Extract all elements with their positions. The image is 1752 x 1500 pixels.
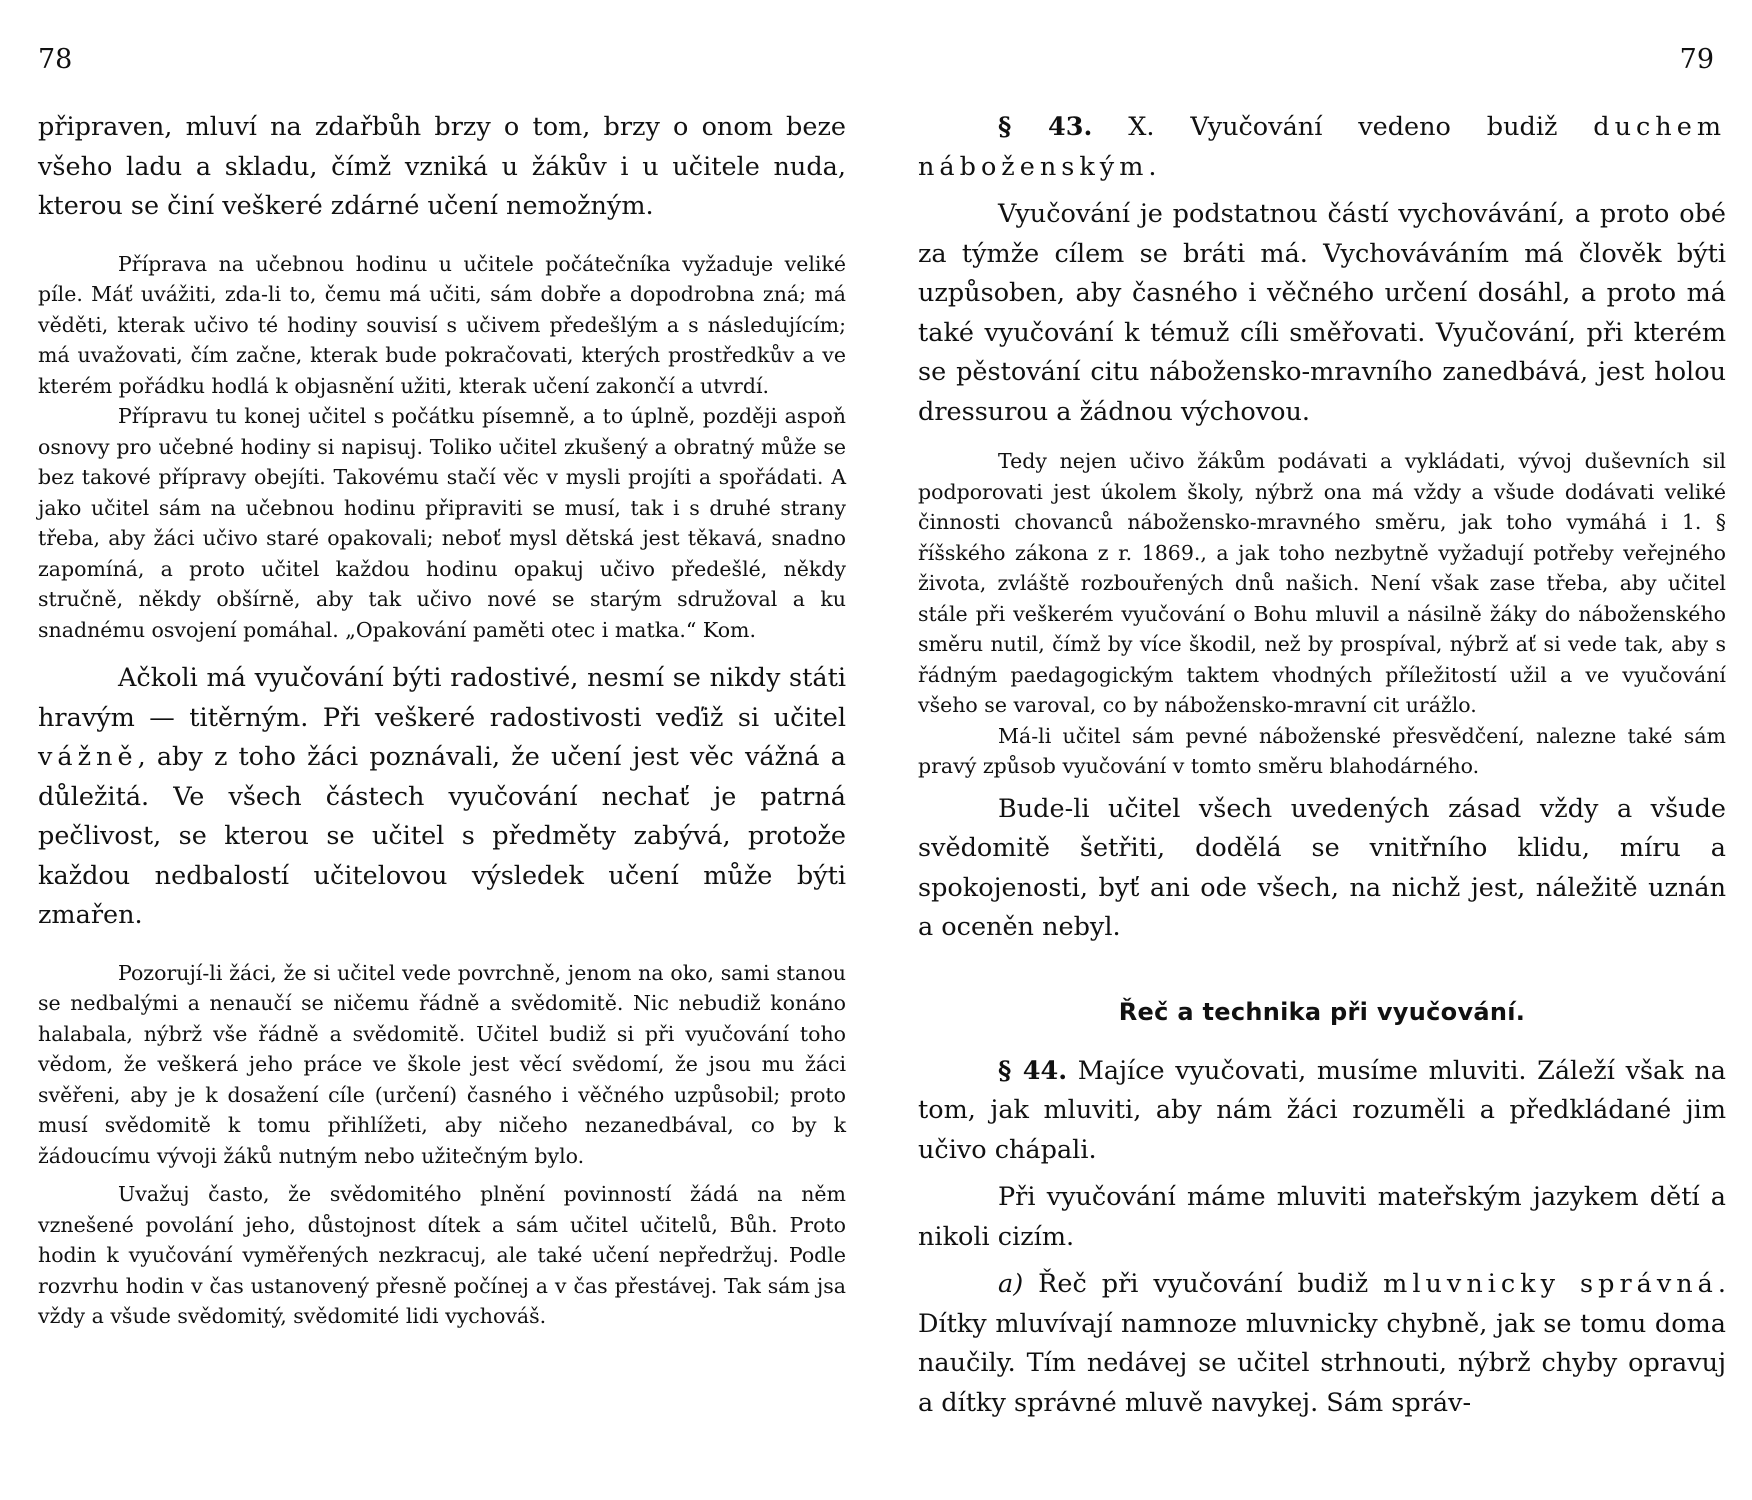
paragraph: Bude-li učitel všech uvedených zásad vždy a všude svědomitě šetřiti, dodělá se vnitřního klidu, míru a spokojenosti, byť ani ode všech, na nichž jest, náležitě uznán a oceněn nebyl. bbox=[918, 793, 1726, 942]
paragraph: Ačkoli má vyučování býti radostivé, nesmí se nikdy státi hravým — titěrným. Při veškeré radostivosti veďiž si učitel vážně, aby z toho žáci poznávali, že učení jest věc vážná a důležitá. Ve všech částech vyučování nechať je patrná pečlivost, se kterou se učitel s předměty zabývá, protože každou nedbalostí učitelovou výsledek učení může býti zmařen. bbox=[38, 663, 846, 930]
list-label: a) bbox=[998, 1269, 1024, 1299]
paragraph: Má-li učitel sám pevné náboženské přesvědčení, nalezne také sám pravý způsob vyučování v tomto směru blahodárného. bbox=[918, 723, 1726, 778]
paragraph: Vyučování je podstatnou částí vychovávání, a proto obé za týmže cílem se bráti má. Vychováváním má člověk býti uzpůsoben, aby časného i věčného určení dosáhl, a proto má také vyučování k témuž cíli směřovati. Vyučování, při kterém se pěstování citu nábožensko-mravního zanedbává, jest holou dressurou a žádnou výchovou. bbox=[918, 199, 1726, 427]
section-number: § 43. bbox=[998, 112, 1093, 142]
page-number-right: 79 bbox=[1679, 44, 1714, 75]
paragraph: a) Řeč při vyučování budiž mluvnicky správná. Dítky mluvívají namnoze mluvnicky chybně, jak se tomu doma naučily. Tím nedávej se učitel strhnouti, nýbrž chyby opravuj a dítky správné mluvě navykej. Sám správ- bbox=[918, 1269, 1726, 1418]
paragraph: Pozorují-li žáci, že si učitel vede povrchně, jenom na oko, sami stanou se nedbalými a nenaučí se ničemu řádně a svědomitě. Nic nebudiž konáno halabala, nýbrž vše řádně a svědomitě. Učitel budiž si při vyučování toho vědom, že veškerá jeho práce ve škole jest věcí svědomí, že jsou mu žáci svěřeni, aby je k dosažení cíle (určení) časného i věčného uzpůsobil; proto musí svědomitě k tomu přihlížeti, aby ničeho nezanedbával, co by k žádoucímu vývoji žáků nutným nebo užitečným bylo. bbox=[38, 960, 846, 1168]
paragraph: připraven, mluví na zdařbůh brzy o tom, brzy o onom beze všeho ladu a skladu, čímž vzniká u žákův i u učitele nuda, kterou se činí veškeré zdárné učení nemožným. bbox=[38, 112, 846, 221]
paragraph: Přípravu tu konej učitel s počátku písemně, a to úplně, později aspoň osnovy pro učebné hodiny si napisuj. Toliko učitel zkušený a obratný může se bez takové přípravy obejíti. Takovému stačí věc v mysli projíti a spořádati. A jako učitel sám na učebnou hodinu připraviti se musí, tak i s druhé strany třeba, aby žáci učivo staré opakovali; neboť mysl dětská jest těkavá, snadno zapomíná, a proto učitel každou hodinu opakuj učivo předešlé, někdy stručně, někdy obšírně, aby tak učivo nové se starým sdružoval a ku snadnému osvojení pomáhal. „Opakování paměti otec i matka.“ Kom. bbox=[38, 404, 846, 642]
emphasis: duchem náboženským bbox=[918, 112, 1727, 182]
emphasis: mluvnicky správná bbox=[1383, 1269, 1718, 1299]
section-43-title: § 43. X. Vyučování vedeno budiž duchem náboženským. bbox=[918, 112, 1727, 182]
section-number: § 44. bbox=[998, 1055, 1068, 1086]
left-page bbox=[38, 108, 846, 1332]
emphasis: vážně bbox=[38, 742, 138, 772]
paragraph: Při vyučování máme mluviti mateřským jazykem dětí a nikoli cizím. bbox=[918, 1182, 1726, 1252]
right-page bbox=[918, 108, 1726, 1423]
page-number-left: 78 bbox=[38, 44, 73, 75]
paragraph: Uvažuj často, že svědomitého plnění povinností žádá na něm vznešené povolání jeho, důstojnost dítek a sám učitel učitelů, Bůh. Proto hodin k vyučování vyměřených nezkracuj, ale také učení nepředržuj. Podle rozvrhu hodin v čas ustanovený přesně počínej a v čas přestávej. Tak sám jsa vždy a všude svědomitý, svědomité lidi vychováš. bbox=[38, 1182, 846, 1328]
section-heading: Řeč a technika při vyučování. bbox=[1118, 997, 1526, 1026]
paragraph: Příprava na učebnou hodinu u učitele počátečníka vyžaduje veliké píle. Máť uvážiti, zda-li to, čemu má učiti, sám dobře a dopodrobna zná; má věděti, kterak učivo té hodiny souvisí s učivem předešlým a s následujícím; má uvažovati, čím začne, kterak bude pokračovati, kterých prostředkův a ve kterém pořádku hodlá k objasnění užiti, kterak učení zakončí a utvrdí. bbox=[38, 251, 846, 398]
paragraph: Tedy nejen učivo žákům podávati a vykládati, vývoj duševních sil podporovati jest úkolem školy, nýbrž ona má vždy a všude dodávati veliké činnosti chovanců nábožensko-mravného směru, jak toho vymáhá i 1. § říšského zákona z r. 1869., a jak toho nezbytně vyžadují potřeby veřejného života, zvláště rozbouřených dnů našich. Není však zase třeba, aby učitel stále při veškerém vyučování o Bohu mluvil a násilně žáky do náboženského směru nutil, čímž by více škodil, než by prospíval, nýbrž ať si vede tak, aby s řádným paedagogickým taktem vhodných příležitostí užil a ve vyučování všeho se varoval, co by nábožensko-mravní cit urážlo. bbox=[918, 449, 1726, 717]
section-44: § 44. Majíce vyučovati, musíme mluviti. Záleží však na tom, jak mluviti, aby nám žáci rozuměli a předkládané jim učivo chápali. bbox=[918, 1055, 1726, 1165]
